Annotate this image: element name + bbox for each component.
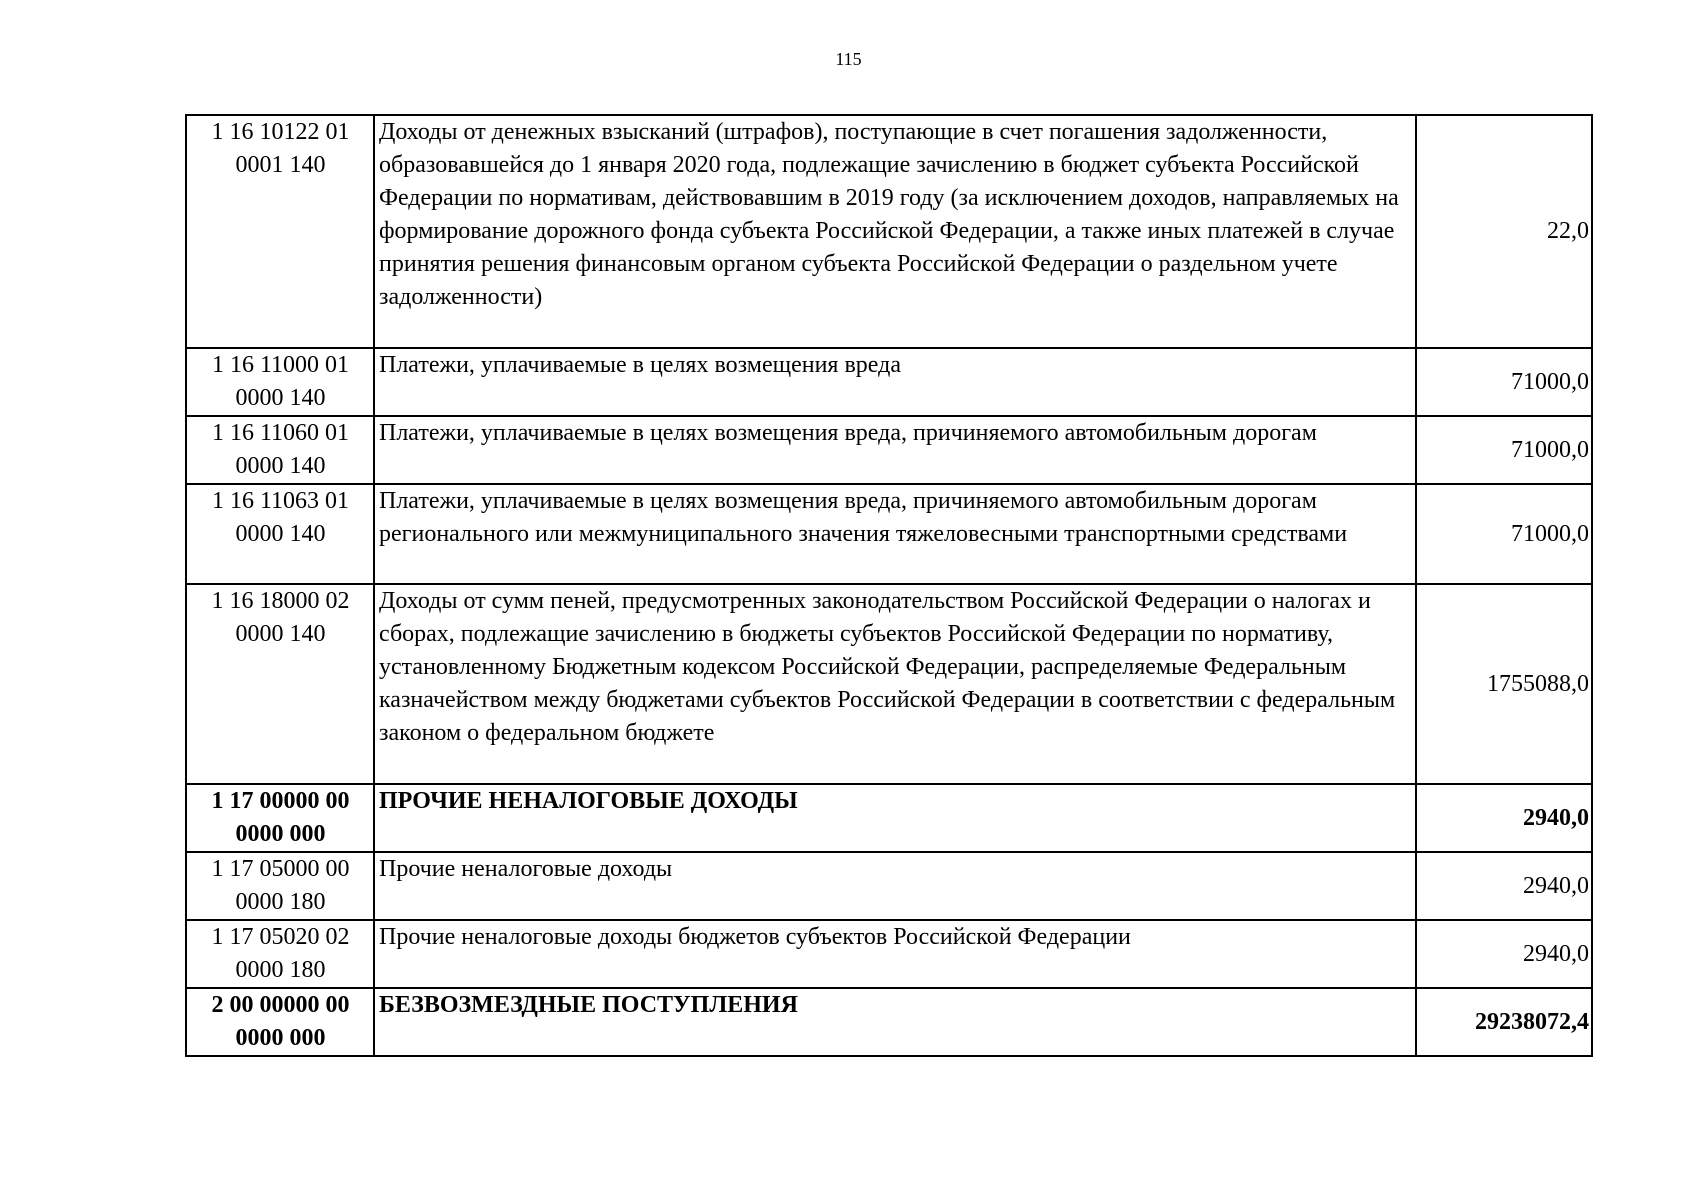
revenue-name-cell: Прочие неналоговые доходы xyxy=(374,852,1416,920)
revenue-name-cell: Доходы от денежных взысканий (штрафов), поступающие в счет погашения задолженности, образовавшейся до 1 января 2020 года, подлежащие зачислению в бюджет субъекта Российской Федерации по нормативам, действовавшим в 2019 году (за исключением доходов, направляемых на формирование дорожного фонда субъекта Российской Федерации, а также иных платежей в случае принятия решения финансовым органом субъекта Российской Федерации о раздельном учете задолженности) xyxy=(374,115,1416,348)
budget-code-cell: 1 16 18000 02 0000 140 xyxy=(186,584,374,784)
table-row-section xyxy=(186,988,1592,1056)
amount-cell: 2940,0 xyxy=(1416,852,1592,920)
budget-code-cell: 1 17 05020 02 0000 180 xyxy=(186,920,374,988)
amount-cell: 29238072,4 xyxy=(1416,988,1592,1056)
amount-cell: 71000,0 xyxy=(1416,348,1592,416)
amount-cell: 2940,0 xyxy=(1416,920,1592,988)
budget-code-cell: 1 16 10122 01 0001 140 xyxy=(186,115,374,348)
revenue-table xyxy=(185,114,1593,1057)
revenue-name-cell: Платежи, уплачиваемые в целях возмещения вреда xyxy=(374,348,1416,416)
table-row-section xyxy=(186,784,1592,852)
table-row xyxy=(186,348,1592,416)
budget-code-cell: 2 00 00000 00 0000 000 xyxy=(186,988,374,1056)
revenue-name-cell: Платежи, уплачиваемые в целях возмещения вреда, причиняемого автомобильным дорогам xyxy=(374,416,1416,484)
amount-cell: 71000,0 xyxy=(1416,416,1592,484)
revenue-name-cell: Прочие неналоговые доходы бюджетов субъектов Российской Федерации xyxy=(374,920,1416,988)
table-row xyxy=(186,484,1592,584)
revenue-name-cell: Платежи, уплачиваемые в целях возмещения вреда, причиняемого автомобильным дорогам регионального или межмуниципального значения тяжеловесными транспортными средствами xyxy=(374,484,1416,584)
budget-code-cell: 1 17 00000 00 0000 000 xyxy=(186,784,374,852)
revenue-name-cell: БЕЗВОЗМЕЗДНЫЕ ПОСТУПЛЕНИЯ xyxy=(374,988,1416,1056)
amount-cell: 22,0 xyxy=(1416,115,1592,348)
amount-cell: 1755088,0 xyxy=(1416,584,1592,784)
table-row xyxy=(186,920,1592,988)
budget-code-cell: 1 16 11000 01 0000 140 xyxy=(186,348,374,416)
revenue-name-cell: Доходы от сумм пеней, предусмотренных законодательством Российской Федерации о налогах и сборах, подлежащие зачислению в бюджеты субъектов Российской Федерации по нормативу, установленному Бюджетным кодексом Российской Федерации, распределяемые Федеральным казначейством между бюджетами субъектов Российской Федерации в соответствии с федеральным законом о федеральном бюджете xyxy=(374,584,1416,784)
table-row xyxy=(186,584,1592,784)
page-number: 115 xyxy=(835,49,862,69)
table-row xyxy=(186,416,1592,484)
budget-code-cell: 1 16 11060 01 0000 140 xyxy=(186,416,374,484)
revenue-name-cell: ПРОЧИЕ НЕНАЛОГОВЫЕ ДОХОДЫ xyxy=(374,784,1416,852)
budget-code-cell: 1 17 05000 00 0000 180 xyxy=(186,852,374,920)
table-row xyxy=(186,852,1592,920)
budget-code-cell: 1 16 11063 01 0000 140 xyxy=(186,484,374,584)
table-row xyxy=(186,115,1592,348)
amount-cell: 2940,0 xyxy=(1416,784,1592,852)
amount-cell: 71000,0 xyxy=(1416,484,1592,584)
